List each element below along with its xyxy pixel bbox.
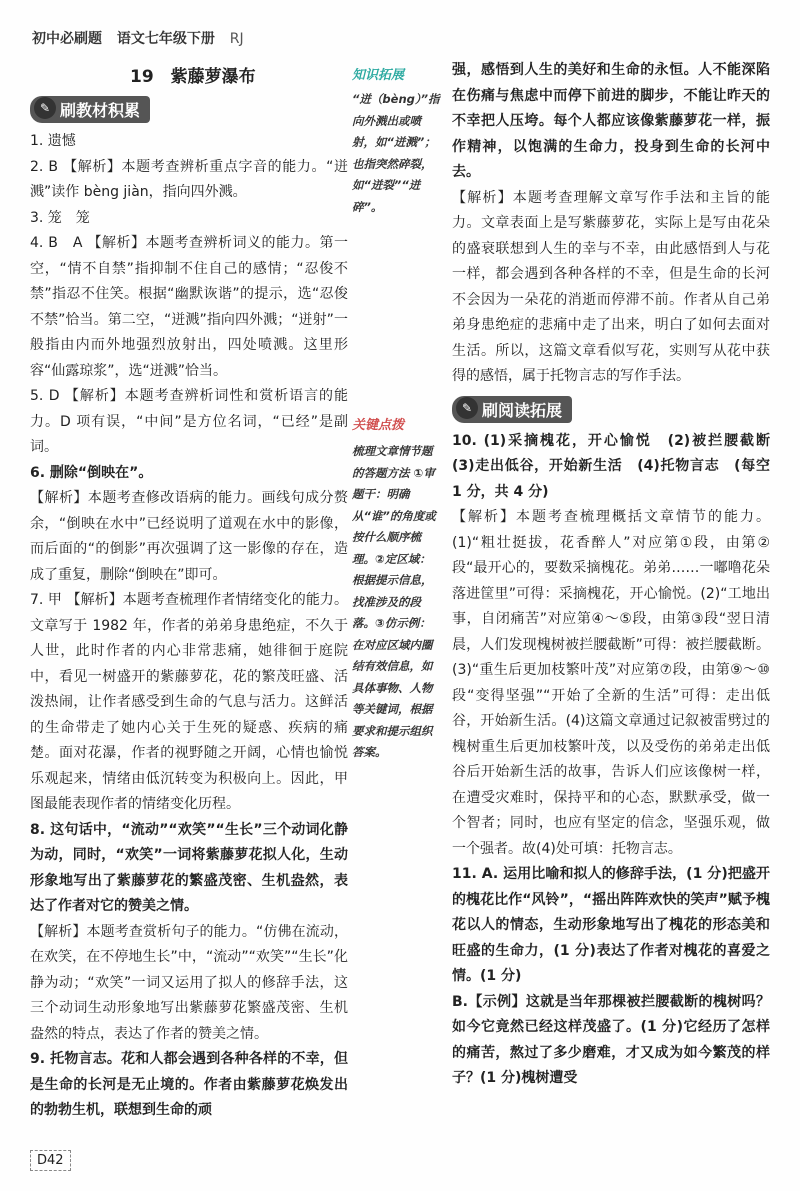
edition: RJ [229, 31, 244, 47]
answer-6-analysis: 【解析】本题考查修改语病的能力。画线句成分赘余，“倒映在水中”已经说明了道观在水中的影像，而后面的“的倒影”再次强调了这一影像的存在，造成了重复，删除“倒映在”即可。 [30, 490, 348, 583]
page-header [32, 28, 254, 48]
note-key: 梳理文章情节题的答题方法 ①审题干：明确从“谁”的角度或按什么顺序梳理。②定区域：根据提示信息，找准涉及的段落。③仿示例：在对应区域内圈结有效信息，如具体事物、人物等关键词，根据要求和提示组织答案。 [352, 444, 436, 759]
answer-4: 4. B A 【解析】本题考查辨析词义的能力。第一空，“情不自禁”指抑制不住自己的感情；“忍俊不禁”指忍不住笑。根据“幽默诙谐”的提示，选“忍俊不禁”恰当。第二空，“迸溅”指向四外溅；“迸射”一般指由内而外地强烈放射出，四处喷溅。这里形容“仙露琼浆”，选“迸溅”恰当。 [30, 235, 348, 379]
brush-icon: ✎ [34, 97, 56, 119]
answer-8-analysis: 【解析】本题考查赏析句子的能力。“仿佛在流动，在欢笑，在不停地生长”中，“流动”“欢笑”“生长”化静为动；“欢笑”一词又运用了拟人的修辞手法，这三个动词生动形象地写出紫藤萝花繁盛茂密、生机盎然的特点，表达了作者的赞美之情。 [30, 923, 348, 1042]
answer-1: 1. 遗憾 [30, 133, 76, 149]
brush-icon: ✎ [456, 397, 478, 419]
section-header-reading: ✎ 刷阅读拓展 [452, 396, 572, 423]
section-header-textbook: ✎ 刷教材积累 [30, 96, 150, 123]
answer-9: 9. 托物言志。花和人都会遇到各种各样的不幸，但是生命的长河是无止境的。作者由紫藤萝花焕发出的勃勃生机，联想到生命的顽 [30, 1051, 348, 1118]
answer-3: 3. 笼 笼 [30, 209, 90, 226]
answer-8: 8. 这句话中，“流动”“欢笑”“生长”三个动词化静为动，同时，“欢笑”一词将紫藤萝花拟人化，生动形象地写出了紫藤萝花的繁盛茂密、生机盎然，表达了作者对它的赞美之情。 [30, 821, 348, 914]
answer-6: 6. 删除“倒映在”。 [30, 464, 153, 481]
note-head-key: 关键点拨 [352, 418, 405, 433]
note-knowledge: “迸（bèng）”指向外溅出或喷射，如“迸溅”；也指突然碎裂，如“迸裂”“迸碎”。 [352, 92, 440, 214]
answer-11a: 11. A. 运用比喻和拟人的修辞手法，(1 分)把盛开的槐花比作“风铃”，“摇出阵阵欢快的笑声”赋予槐花以人的情态，生动形象地写出了槐花的形态美和旺盛的生命力，(1 分)表达了作者对槐花的喜爱之情。(1 分) [452, 866, 770, 984]
left-column [30, 96, 348, 1124]
answer-9-cont: 强，感悟到人生的美好和生命的永恒。人不能深陷在伤痛与焦虑中而停下前进的脚步，不能让昨天的不幸把人压垮。每个人都应该像紫藤萝花一样，振作精神，以饱满的生命力，投身到生命的长河中去。 [452, 62, 770, 180]
lesson-title: 19 紫藤萝瀑布 [130, 67, 256, 87]
answer-10-analysis: 【解析】本题考查梳理概括文章情节的能力。(1)“粗壮挺拔，花香醉人”对应第①段，由第②段“最开心的，要数采摘槐花。弟弟……一嘟噜花朵落进筐里”可得：采摘槐花，开心愉悦。(2)“工地出事，自闭痛苦”对应第④～⑤段，由第③段“翌日清晨，人们发现槐树被拦腰截断”可得：被拦腰截断。(3)“重生后更加枝繁叶茂”对应第⑦段，由第⑨～⑩段“变得坚强”“开始了全新的生活”可得：走出低谷，开始新生活。(4)这篇文章通过记叙被雷劈过的槐树重生后更加枝繁叶茂，以及受伤的弟弟走出低谷后开始新生活的故事，告诉人们应该像树一样，在遭受灾难时，保持平和的心态，默默承受，做一个智者；同时，也应有坚定的信念，坚强乐观，做一个强者。故(4)处可填：托物言志。 [452, 509, 770, 857]
note-head-knowledge: 知识拓展 [352, 68, 405, 83]
answer-5: 5. D 【解析】本题考查辨析词性和赏析语言的能力。D 项有误，“中间”是方位名词，“已经”是副词。 [30, 388, 348, 455]
answer-10: 10. (1)采摘槐花，开心愉悦 (2)被拦腰截断 (3)走出低谷，开始新生活 (4)托物言志 (每空 1 分，共 4 分) [452, 432, 784, 500]
notes-column [352, 64, 442, 764]
answer-2: 2. B 【解析】本题考查辨析重点字音的能力。“迸溅”读作 bèng jiàn，指向四外溅。 [30, 158, 348, 200]
brand: 初中必刷题 [32, 31, 102, 47]
answer-7: 7. 甲 【解析】本题考查梳理作者情绪变化的能力。文章写于 1982 年，作者的弟弟身患绝症，不久于人世，此时作者的内心非常悲痛，她徘徊于庭院中，看见一树盛开的紫藤萝花，花的繁茂旺盛、活泼热闹，让作者感受到生命的气息与活力。这鲜活的生命带走了她内心关于生死的疑惑、疾病的痛楚。面对花瀑，作者的视野随之开阔，心情也愉悦乐观起来，情绪由低沉转变为积极向上。因此，甲图最能表现作者的情绪变化历程。 [30, 592, 348, 812]
right-column [452, 58, 784, 1092]
answer-11b: B.【示例】这就是当年那棵被拦腰截断的槐树吗？如今它竟然已经这样茂盛了。(1 分)它经历了怎样的痛苦，熬过了多少磨难，才又成为如今繁茂的样子？(1 分)槐树遭受 [452, 993, 770, 1086]
subject: 语文七年级下册 [116, 31, 215, 47]
page-number: D42 [30, 1150, 71, 1171]
answer-9-analysis: 【解析】本题考查理解文章写作手法和主旨的能力。文章表面上是写紫藤萝花，实际上是写由花朵的盛衰联想到人生的幸与不幸，由此感悟到人与花一样，都会遇到各种各样的不幸，但是生命的长河不会因为一朵花的消逝而停滞不前。作者从自己弟弟身患绝症的悲痛中走了出来，明白了如何去面对生活。所以，这篇文章看似写花，实则写从花中获得的感悟，属于托物言志的写作手法。 [452, 189, 770, 384]
